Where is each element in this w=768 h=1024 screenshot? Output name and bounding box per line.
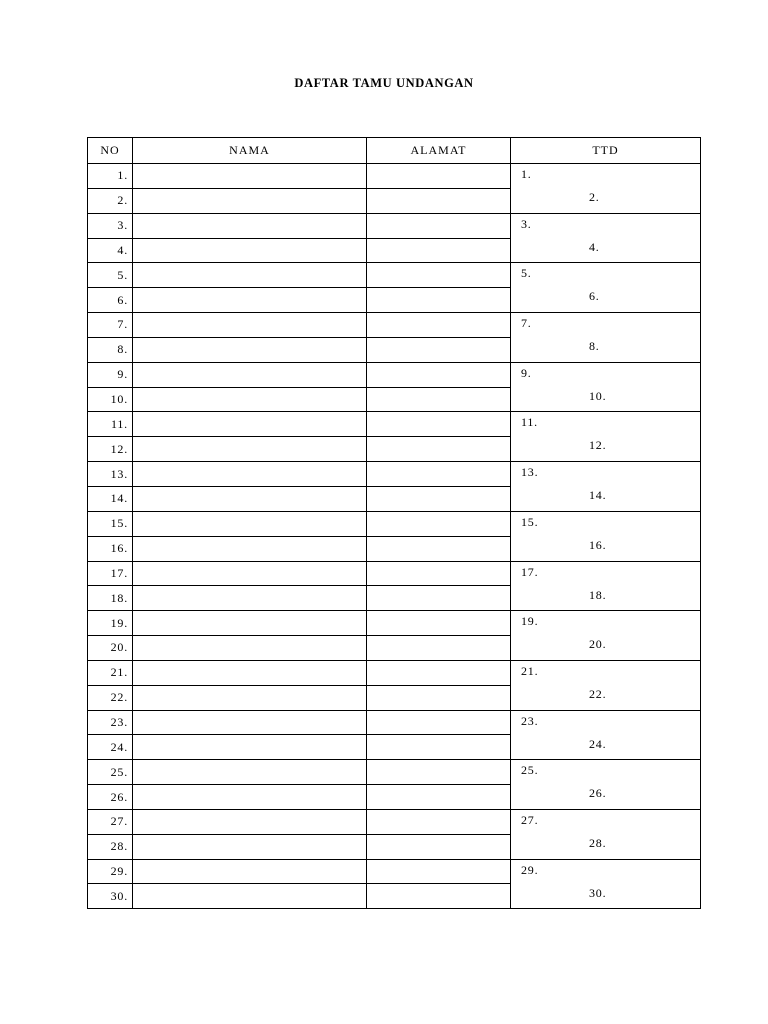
alamat-cell[interactable] (367, 412, 511, 437)
nama-cell[interactable] (133, 337, 367, 362)
signature-cell[interactable] (511, 859, 701, 909)
header-ttd: TTD (511, 138, 701, 164)
row-number: 10. (88, 387, 133, 412)
alamat-cell[interactable] (367, 313, 511, 338)
alamat-cell[interactable] (367, 636, 511, 661)
nama-cell[interactable] (133, 561, 367, 586)
signature-cell[interactable] (511, 164, 701, 214)
row-number: 8. (88, 337, 133, 362)
signature-number-even: 18. (589, 587, 607, 602)
signature-number-odd: 21. (521, 663, 539, 678)
nama-cell[interactable] (133, 859, 367, 884)
signature-cell[interactable] (511, 760, 701, 810)
signature-cell[interactable] (511, 561, 701, 611)
signature-number-even: 14. (589, 488, 607, 503)
alamat-cell[interactable] (367, 238, 511, 263)
signature-cell[interactable] (511, 809, 701, 859)
signature-cell[interactable] (511, 660, 701, 710)
table-row (88, 263, 701, 288)
alamat-cell[interactable] (367, 611, 511, 636)
alamat-cell[interactable] (367, 263, 511, 288)
row-number: 26. (88, 785, 133, 810)
signature-cell[interactable] (511, 362, 701, 412)
nama-cell[interactable] (133, 437, 367, 462)
alamat-cell[interactable] (367, 760, 511, 785)
alamat-cell[interactable] (367, 164, 511, 189)
row-number: 16. (88, 536, 133, 561)
signature-cell[interactable] (511, 412, 701, 462)
table-row (88, 859, 701, 884)
row-number: 24. (88, 735, 133, 760)
nama-cell[interactable] (133, 412, 367, 437)
alamat-cell[interactable] (367, 785, 511, 810)
nama-cell[interactable] (133, 238, 367, 263)
signature-number-even: 30. (589, 885, 607, 900)
alamat-cell[interactable] (367, 834, 511, 859)
alamat-cell[interactable] (367, 710, 511, 735)
nama-cell[interactable] (133, 636, 367, 661)
nama-cell[interactable] (133, 735, 367, 760)
alamat-cell[interactable] (367, 486, 511, 511)
signature-number-even: 8. (589, 339, 600, 354)
signature-number-even: 24. (589, 736, 607, 751)
table-row (88, 760, 701, 785)
signature-number-odd: 11. (521, 415, 538, 430)
header-nama: NAMA (133, 138, 367, 164)
nama-cell[interactable] (133, 536, 367, 561)
row-number: 12. (88, 437, 133, 462)
row-number: 29. (88, 859, 133, 884)
table-row (88, 362, 701, 387)
signature-number-odd: 27. (521, 812, 539, 827)
row-number: 3. (88, 213, 133, 238)
nama-cell[interactable] (133, 263, 367, 288)
row-number: 4. (88, 238, 133, 263)
signature-number-even: 10. (589, 388, 607, 403)
signature-number-odd: 3. (521, 216, 532, 231)
signature-cell[interactable] (511, 511, 701, 561)
row-number: 13. (88, 462, 133, 487)
signature-number-odd: 7. (521, 316, 532, 331)
table-row (88, 660, 701, 685)
header-alamat: ALAMAT (367, 138, 511, 164)
alamat-cell[interactable] (367, 561, 511, 586)
table-row (88, 710, 701, 735)
alamat-cell[interactable] (367, 884, 511, 909)
row-number: 21. (88, 660, 133, 685)
nama-cell[interactable] (133, 685, 367, 710)
signature-number-odd: 15. (521, 514, 539, 529)
table-row (88, 313, 701, 338)
signature-cell[interactable] (511, 263, 701, 313)
signature-number-odd: 1. (521, 167, 532, 181)
table-row (88, 164, 701, 189)
signature-number-odd: 23. (521, 713, 539, 728)
row-number: 25. (88, 760, 133, 785)
row-number: 14. (88, 486, 133, 511)
nama-cell[interactable] (133, 486, 367, 511)
row-number: 17. (88, 561, 133, 586)
signature-number-even: 16. (589, 537, 607, 552)
table-row (88, 213, 701, 238)
table-row (88, 462, 701, 487)
alamat-cell[interactable] (367, 362, 511, 387)
header-no: NO (88, 138, 133, 164)
guest-list-body (88, 164, 701, 909)
signature-number-even: 28. (589, 835, 607, 850)
alamat-cell[interactable] (367, 660, 511, 685)
row-number: 15. (88, 511, 133, 536)
table-header-row (88, 138, 701, 164)
alamat-cell[interactable] (367, 387, 511, 412)
row-number: 2. (88, 188, 133, 213)
nama-cell[interactable] (133, 213, 367, 238)
nama-cell[interactable] (133, 884, 367, 909)
row-number: 19. (88, 611, 133, 636)
alamat-cell[interactable] (367, 809, 511, 834)
signature-number-odd: 13. (521, 465, 539, 480)
signature-number-odd: 25. (521, 763, 539, 778)
row-number: 23. (88, 710, 133, 735)
row-number: 30. (88, 884, 133, 909)
nama-cell[interactable] (133, 834, 367, 859)
table-row (88, 809, 701, 834)
signature-number-even: 2. (589, 190, 600, 204)
table-row (88, 561, 701, 586)
signature-number-even: 22. (589, 686, 607, 701)
nama-cell[interactable] (133, 362, 367, 387)
alamat-cell[interactable] (367, 586, 511, 611)
row-number: 1. (88, 164, 133, 189)
row-number: 20. (88, 636, 133, 661)
table-row (88, 511, 701, 536)
table-row (88, 611, 701, 636)
alamat-cell[interactable] (367, 735, 511, 760)
nama-cell[interactable] (133, 387, 367, 412)
nama-cell[interactable] (133, 188, 367, 213)
signature-cell[interactable] (511, 313, 701, 363)
signature-number-odd: 5. (521, 266, 532, 281)
signature-cell[interactable] (511, 462, 701, 512)
row-number: 28. (88, 834, 133, 859)
signature-number-even: 4. (589, 239, 600, 254)
alamat-cell[interactable] (367, 859, 511, 884)
row-number: 6. (88, 288, 133, 313)
nama-cell[interactable] (133, 660, 367, 685)
row-number: 18. (88, 586, 133, 611)
nama-cell[interactable] (133, 710, 367, 735)
row-number: 27. (88, 809, 133, 834)
nama-cell[interactable] (133, 611, 367, 636)
alamat-cell[interactable] (367, 536, 511, 561)
signature-number-even: 26. (589, 786, 607, 801)
alamat-cell[interactable] (367, 188, 511, 213)
alamat-cell[interactable] (367, 437, 511, 462)
alamat-cell[interactable] (367, 288, 511, 313)
page-title: DAFTAR TAMU UNDANGAN (294, 76, 474, 90)
nama-cell[interactable] (133, 164, 367, 189)
signature-cell[interactable] (511, 710, 701, 760)
nama-cell[interactable] (133, 313, 367, 338)
signature-cell[interactable] (511, 213, 701, 263)
row-number: 22. (88, 685, 133, 710)
row-number: 9. (88, 362, 133, 387)
alamat-cell[interactable] (367, 685, 511, 710)
signature-cell[interactable] (511, 611, 701, 661)
signature-number-odd: 19. (521, 614, 539, 629)
table-row (88, 412, 701, 437)
alamat-cell[interactable] (367, 213, 511, 238)
signature-number-odd: 17. (521, 564, 539, 579)
signature-number-even: 12. (589, 438, 607, 453)
signature-number-even: 20. (589, 637, 607, 652)
nama-cell[interactable] (133, 288, 367, 313)
nama-cell[interactable] (133, 760, 367, 785)
nama-cell[interactable] (133, 511, 367, 536)
alamat-cell[interactable] (367, 462, 511, 487)
guest-list-table (87, 137, 701, 909)
row-number: 5. (88, 263, 133, 288)
nama-cell[interactable] (133, 785, 367, 810)
signature-number-odd: 29. (521, 862, 539, 877)
nama-cell[interactable] (133, 586, 367, 611)
row-number: 11. (88, 412, 133, 437)
alamat-cell[interactable] (367, 511, 511, 536)
nama-cell[interactable] (133, 462, 367, 487)
row-number: 7. (88, 313, 133, 338)
alamat-cell[interactable] (367, 337, 511, 362)
nama-cell[interactable] (133, 809, 367, 834)
signature-number-even: 6. (589, 289, 600, 304)
signature-number-odd: 9. (521, 365, 532, 380)
